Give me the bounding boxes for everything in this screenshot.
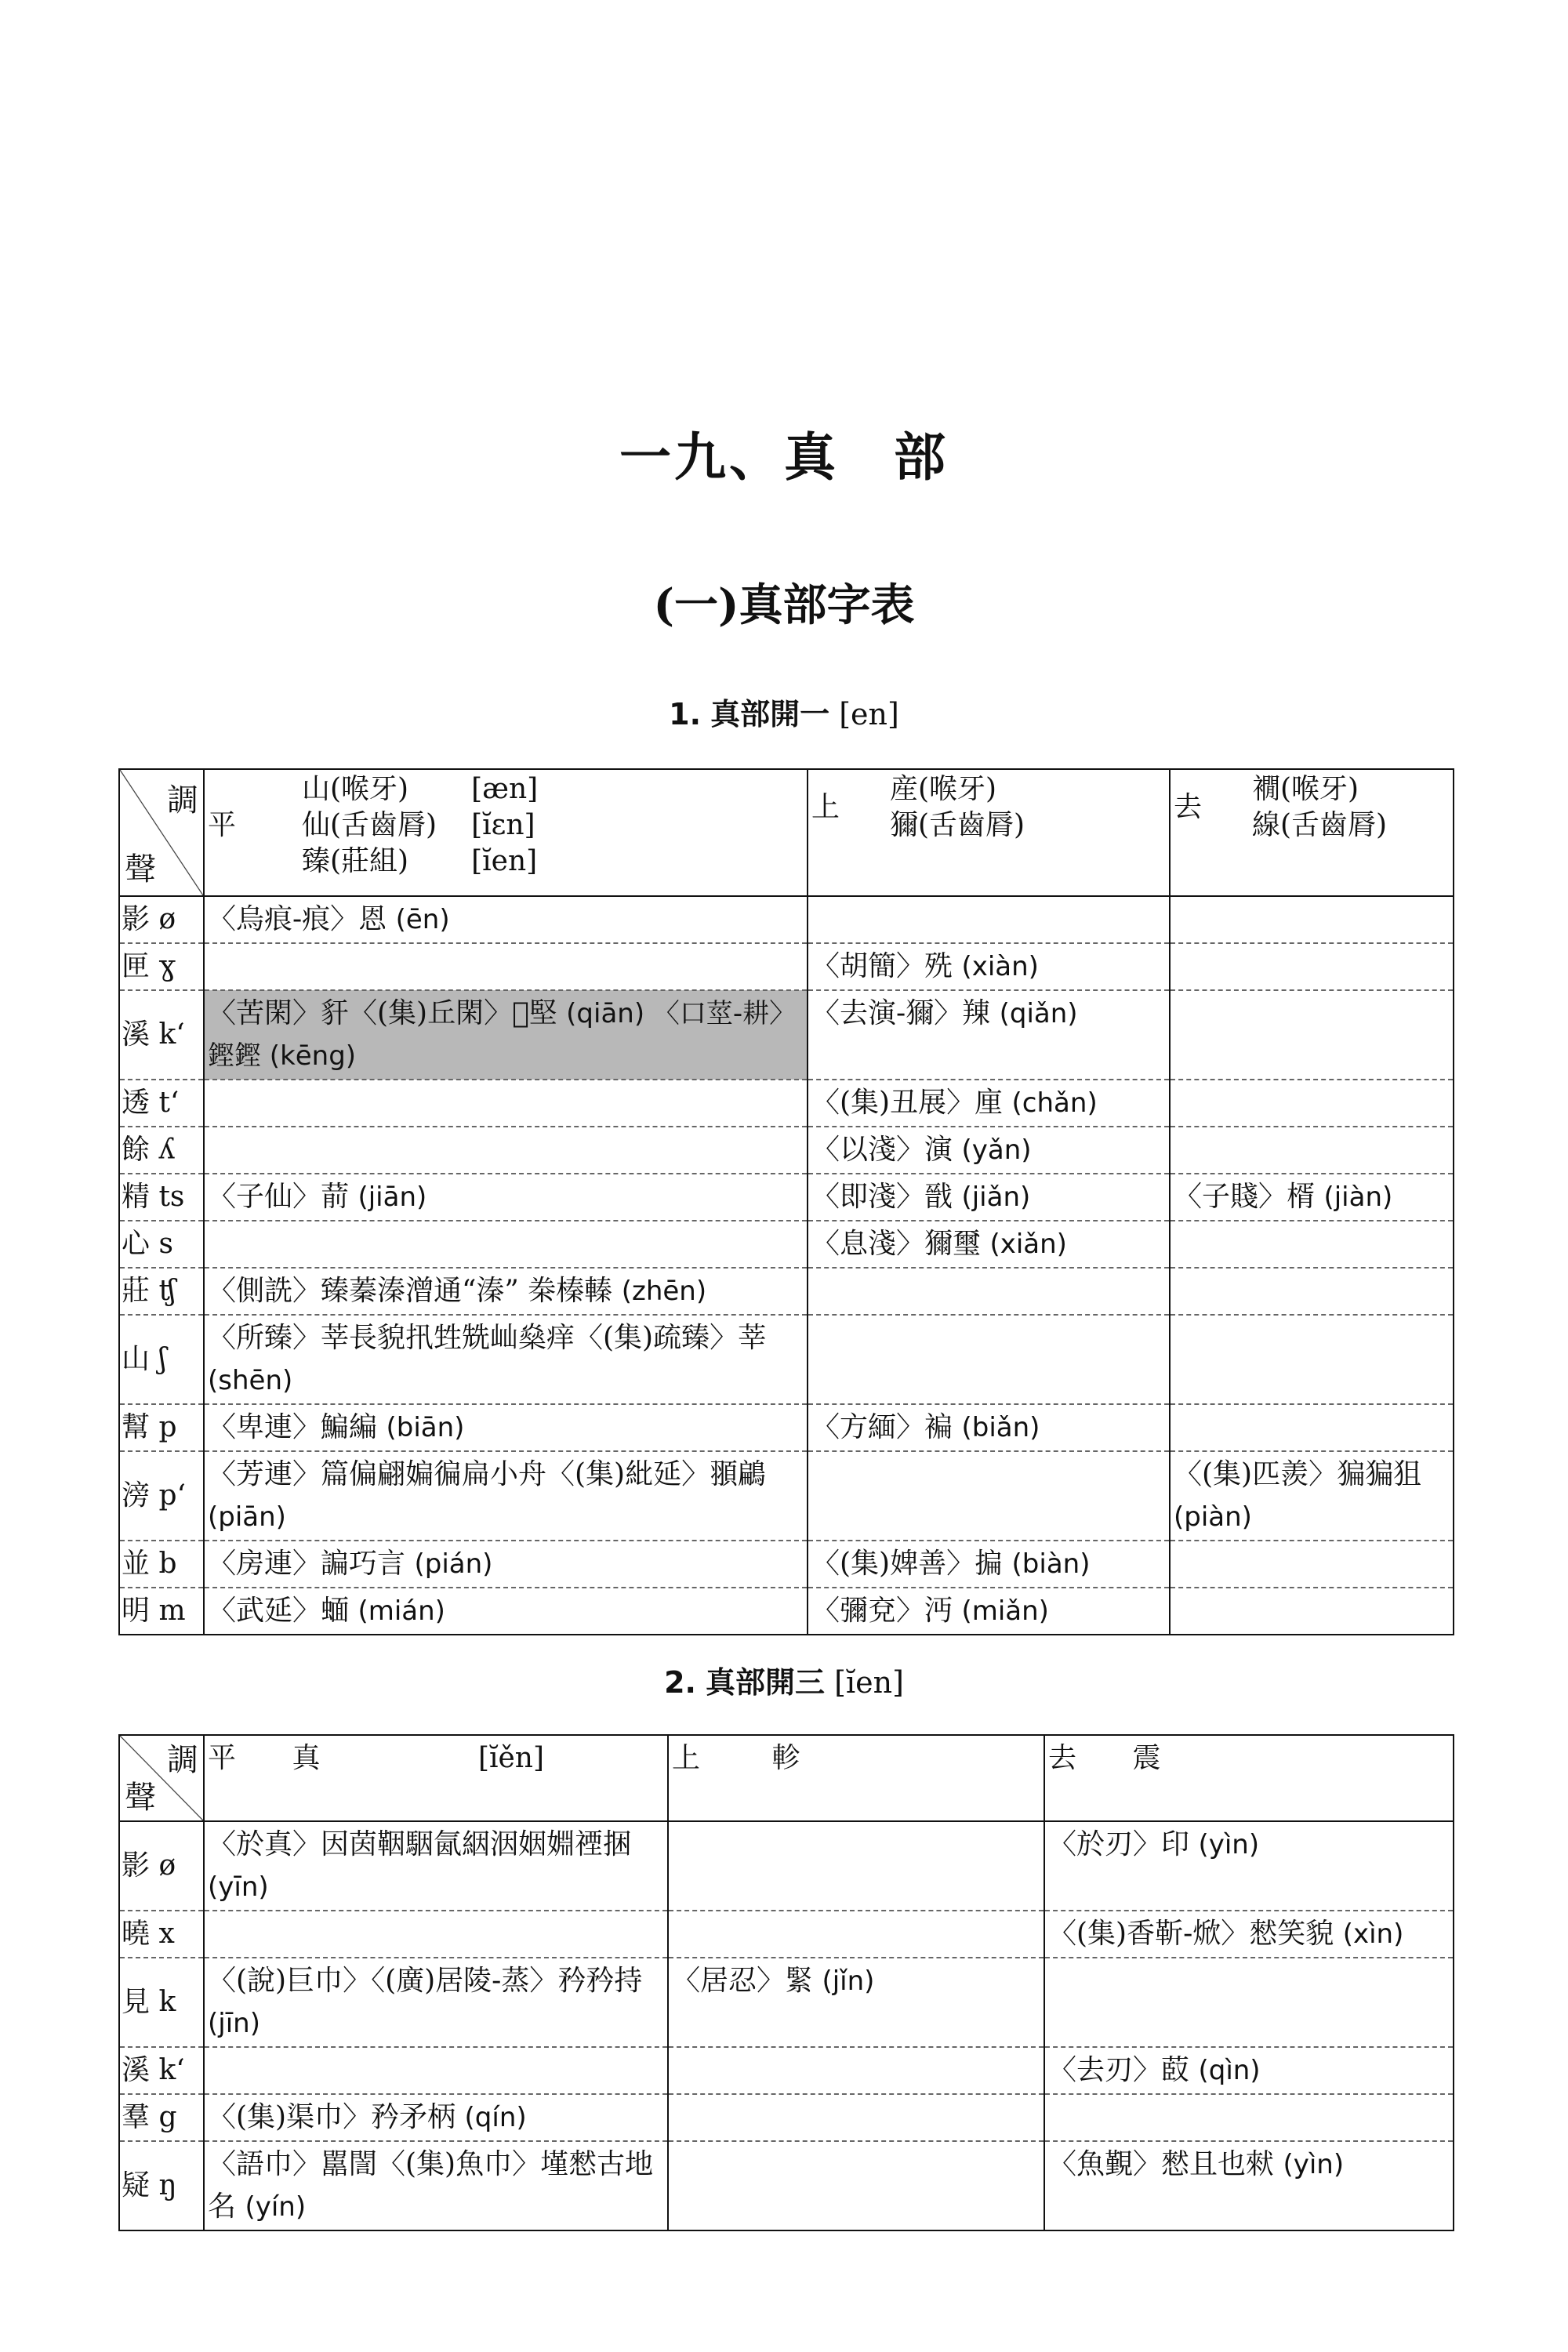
qu-label: 去 [1174,791,1203,823]
shang-pinyin: (jiǎn) [961,1181,1031,1213]
table2-heading [0,1658,1568,1701]
table-row [119,1404,1454,1451]
ping-cell [204,2141,668,2230]
table2-shang-header [668,1735,1044,1821]
initial-cell: 匣 ɣ [119,943,204,990]
table2-header-row [119,1735,1454,1821]
qu-pinyin: (yìn) [1198,1829,1260,1860]
ping-cell [204,1404,808,1451]
table-row [119,1127,1454,1174]
shang-cell [808,1404,1170,1451]
table1-qu-header [1170,769,1454,896]
shang-cell [808,1588,1170,1635]
qu-rhyme: 震 [1132,1742,1161,1774]
table2-ping-header [204,1735,668,1821]
table1-heading-num: 1. [669,697,702,731]
shang-cell [668,2047,1044,2094]
qu-cell [1044,1821,1454,1911]
table-row [119,1221,1454,1268]
table-row [119,1588,1454,1635]
ping-label: 平 [208,1742,237,1774]
shang-cell [808,1127,1170,1174]
ping-chars: 〈語巾〉嚚誾〈(集)魚巾〉墐憖古地名 [208,2148,654,2223]
table1-header-row [119,769,1454,896]
qu-cell [1044,2047,1454,2094]
shang-cell [668,1958,1044,2047]
qu-cell [1170,1221,1454,1268]
shang-chars: 〈胡簡〉㱡 [811,950,953,982]
corner-tone-label: 調 [167,782,198,818]
shang-pinyin: (xiǎn) [989,1229,1067,1260]
table2-heading-ipa: [ĭen] [834,1665,904,1700]
table-row [119,1958,1454,2047]
initial-cell: 透 tʻ [119,1080,204,1127]
qu-cell [1170,896,1454,943]
ping-cell [204,1127,808,1174]
table-row [119,1315,1454,1404]
ping-cell [204,1588,808,1635]
shang-cell [808,1268,1170,1315]
corner-initial-label: 聲 [125,1780,156,1816]
ping-pinyin: (yīn) [208,1871,269,1903]
table-row [119,2047,1454,2094]
table-row [119,990,1454,1080]
ping-item: 山(喉牙) [302,773,409,805]
shang-pinyin: (yǎn) [961,1134,1032,1166]
qu-cell [1170,1174,1454,1221]
initial-cell: 溪 kʻ [119,2047,204,2094]
shang-chars: 〈即淺〉戩 [811,1181,953,1213]
ping-chars: 〈武延〉蝒 [208,1595,350,1627]
section-title: (一)真部字表 [653,579,915,631]
ping-pinyin: (shēn) [208,1365,293,1396]
ping-chars: 〈烏痕-痕〉恩 [208,903,387,935]
ping-pinyin: (qiān) 〈口莖-耕〉鏗鏗 (kēng) [208,998,797,1072]
table2-qu-header [1044,1735,1454,1821]
ping-pinyin: (jiān) [358,1181,427,1213]
qu-cell [1044,2141,1454,2230]
ping-pinyin: (qín) [464,2102,527,2133]
qu-cell [1170,1404,1454,1451]
shang-pinyin: (biàn) [1011,1548,1091,1580]
corner-tone-label: 調 [167,1742,198,1778]
ping-ipa: [ĭen] [471,845,538,877]
qu-pinyin: (xìn) [1342,1918,1404,1950]
qu-item: 襉(喉牙) [1252,773,1359,805]
chapter-title: 一九、真 部 [619,426,949,488]
ping-chars: 〈房連〉諞巧言 [208,1548,406,1580]
shang-cell [668,1821,1044,1911]
ping-cell [204,2094,668,2141]
rhyme-table-2 [118,1734,1454,2231]
ping-pinyin: (biān) [386,1412,465,1443]
ping-chars: 〈子仙〉葥 [208,1181,350,1213]
qu-label: 去 [1048,1742,1077,1774]
ping-ipa: [ĭěn] [477,1742,545,1774]
shang-pinyin: (qiǎn) [999,998,1078,1029]
corner-initial-label: 聲 [125,851,156,887]
initial-cell: 滂 pʻ [119,1451,204,1541]
qu-cell [1170,1541,1454,1588]
qu-pinyin: (piàn) [1174,1501,1252,1533]
initial-cell: 羣 g [119,2094,204,2141]
qu-cell [1170,1588,1454,1635]
shang-cell [808,1451,1170,1541]
shang-rhyme: 軫 [771,1742,800,1774]
qu-item: 線(舌齒脣) [1252,809,1388,841]
shang-pinyin: (jǐn) [822,1965,875,1997]
table-row [119,1911,1454,1958]
shang-chars: 〈去演-獮〉䍶 [811,997,991,1029]
shang-cell [808,1174,1170,1221]
ping-cell [204,1174,808,1221]
shang-cell [668,2094,1044,2141]
ping-chars: 〈於真〉因茵鞇駰氤絪洇姻婣禋捆 [208,1828,632,1860]
initial-cell: 幫 p [119,1404,204,1451]
ping-cell [204,1221,808,1268]
table1-ping-header [204,769,808,896]
table-row [119,1268,1454,1315]
initial-cell: 莊 ʧ [119,1268,204,1315]
table1-heading [0,690,1568,733]
ping-chars: 〈所臻〉莘長貌扟甡兟屾燊痒〈(集)疏臻〉莘 [208,1322,767,1354]
ping-pinyin: (yín) [245,2191,307,2223]
ping-chars: 〈芳連〉篇偏翩媥徧扁小舟〈(集)紕延〉頨鶣 [208,1458,767,1490]
shang-cell [808,943,1170,990]
qu-chars: 〈魚覲〉憖且也猌 [1048,2148,1275,2180]
ping-pinyin: (zhēn) [621,1276,707,1307]
ping-pinyin: (ēn) [395,904,450,935]
initial-cell: 心 s [119,1221,204,1268]
qu-cell [1170,1127,1454,1174]
shang-cell [808,896,1170,943]
shang-label: 上 [672,1742,701,1774]
table-row [119,1821,1454,1911]
shang-chars: 〈以淺〉演 [811,1134,953,1166]
ping-chars: 〈卑連〉鯿編 [208,1411,378,1443]
shang-chars: 〈(集)丑展〉㢆 [811,1087,1004,1119]
shang-item: 産(喉牙) [890,773,997,805]
shang-cell [808,1221,1170,1268]
qu-cell [1044,1911,1454,1958]
shang-pinyin: (miǎn) [961,1595,1049,1627]
qu-pinyin: (qìn) [1198,2055,1261,2086]
initial-cell: 曉 x [119,1911,204,1958]
shang-label: 上 [811,791,840,823]
ping-pinyin: (jīn) [208,2008,260,2039]
initial-cell: 疑 ŋ [119,2141,204,2230]
ping-item: 臻(莊組) [302,845,409,877]
qu-cell [1170,943,1454,990]
initial-cell: 山 ʃ [119,1315,204,1404]
initial-cell: 影 ø [119,1821,204,1911]
shang-cell [808,990,1170,1080]
ping-pinyin: (mián) [358,1595,445,1627]
shang-cell [808,1080,1170,1127]
ping-label: 平 [208,809,237,841]
table-row [119,2094,1454,2141]
ping-ipa: [ĭɛn] [471,809,535,841]
ping-cell [204,1958,668,2047]
shang-chars: 〈(集)婢善〉揙 [811,1548,1004,1580]
qu-cell [1044,2094,1454,2141]
qu-chars: 〈(集)匹羨〉猵猵狙 [1174,1458,1422,1490]
shang-cell [668,2141,1044,2230]
initial-cell: 明 m [119,1588,204,1635]
initial-cell: 餘 ʎ [119,1127,204,1174]
ping-cell [204,990,808,1080]
table-row [119,1541,1454,1588]
qu-chars: 〈於刃〉印 [1048,1828,1190,1860]
ping-chars: 〈(說)巨巾〉〈(廣)居陵-蒸〉矜矜持 [208,1965,643,1997]
shang-chars: 〈息淺〉獮璽 [811,1228,982,1260]
initial-cell: 見 k [119,1958,204,2047]
qu-chars: 〈去刃〉菣 [1048,2054,1190,2086]
ping-cell [204,896,808,943]
ping-chars: 〈側詵〉臻蓁溱潧通“溱” 桊榛轃 [208,1275,613,1307]
ping-cell [204,1821,668,1911]
table-row [119,1174,1454,1221]
ping-cell [204,1541,808,1588]
ping-cell [204,943,808,990]
shang-item: 獮(舌齒脣) [890,809,1025,841]
shang-chars: 〈居忍〉緊 [672,1965,814,1997]
qu-cell [1170,1268,1454,1315]
rhyme-table-1 [118,768,1454,1635]
table2-heading-text: 真部開三 [706,1664,826,1700]
qu-chars: 〈子賤〉楈 [1174,1181,1316,1213]
table1-corner [119,769,204,896]
shang-cell [808,1541,1170,1588]
initial-cell: 並 b [119,1541,204,1588]
ping-cell [204,1451,808,1541]
ping-cell [204,1911,668,1958]
table-row [119,1451,1454,1541]
qu-cell [1170,1080,1454,1127]
table-row [119,2141,1454,2230]
qu-cell [1170,1315,1454,1404]
ping-chars: 〈苦閑〉豻〈(集)丘閑〉𨤲堅 [208,997,557,1029]
qu-pinyin: (jiàn) [1323,1181,1393,1213]
table-row [119,896,1454,943]
table2-corner [119,1735,204,1821]
table2-heading-num: 2. [664,1665,696,1700]
shang-chars: 〈方緬〉褊 [811,1411,953,1443]
initial-cell: 溪 kʻ [119,990,204,1080]
initial-cell: 精 ts [119,1174,204,1221]
table-row [119,943,1454,990]
shang-pinyin: (xiàn) [961,951,1039,982]
ping-rhyme: 真 [292,1742,321,1774]
table1-shang-header [808,769,1170,896]
ping-chars: 〈(集)渠巾〉矜矛柄 [208,2101,456,2133]
ping-pinyin: (pián) [414,1548,493,1580]
ping-cell [204,1268,808,1315]
shang-chars: 〈彌兗〉沔 [811,1595,953,1627]
ping-cell [204,2047,668,2094]
shang-cell [808,1315,1170,1404]
shang-pinyin: (chǎn) [1011,1087,1098,1119]
ping-cell [204,1315,808,1404]
table1-heading-text: 真部開一 [710,696,830,731]
table1-heading-ipa: [en] [839,697,899,731]
shang-pinyin: (biǎn) [961,1412,1040,1443]
ping-pinyin: (piān) [208,1501,286,1533]
qu-cell [1170,990,1454,1080]
qu-cell [1044,1958,1454,2047]
ping-ipa: [æn] [471,773,539,805]
table-row [119,1080,1454,1127]
qu-chars: 〈(集)香靳-焮〉憖笑貌 [1048,1918,1334,1950]
ping-item: 仙(舌齒脣) [302,809,437,841]
qu-cell [1170,1451,1454,1541]
qu-pinyin: (yìn) [1283,2149,1345,2180]
shang-cell [668,1911,1044,1958]
initial-cell: 影 ø [119,896,204,943]
ping-cell [204,1080,808,1127]
